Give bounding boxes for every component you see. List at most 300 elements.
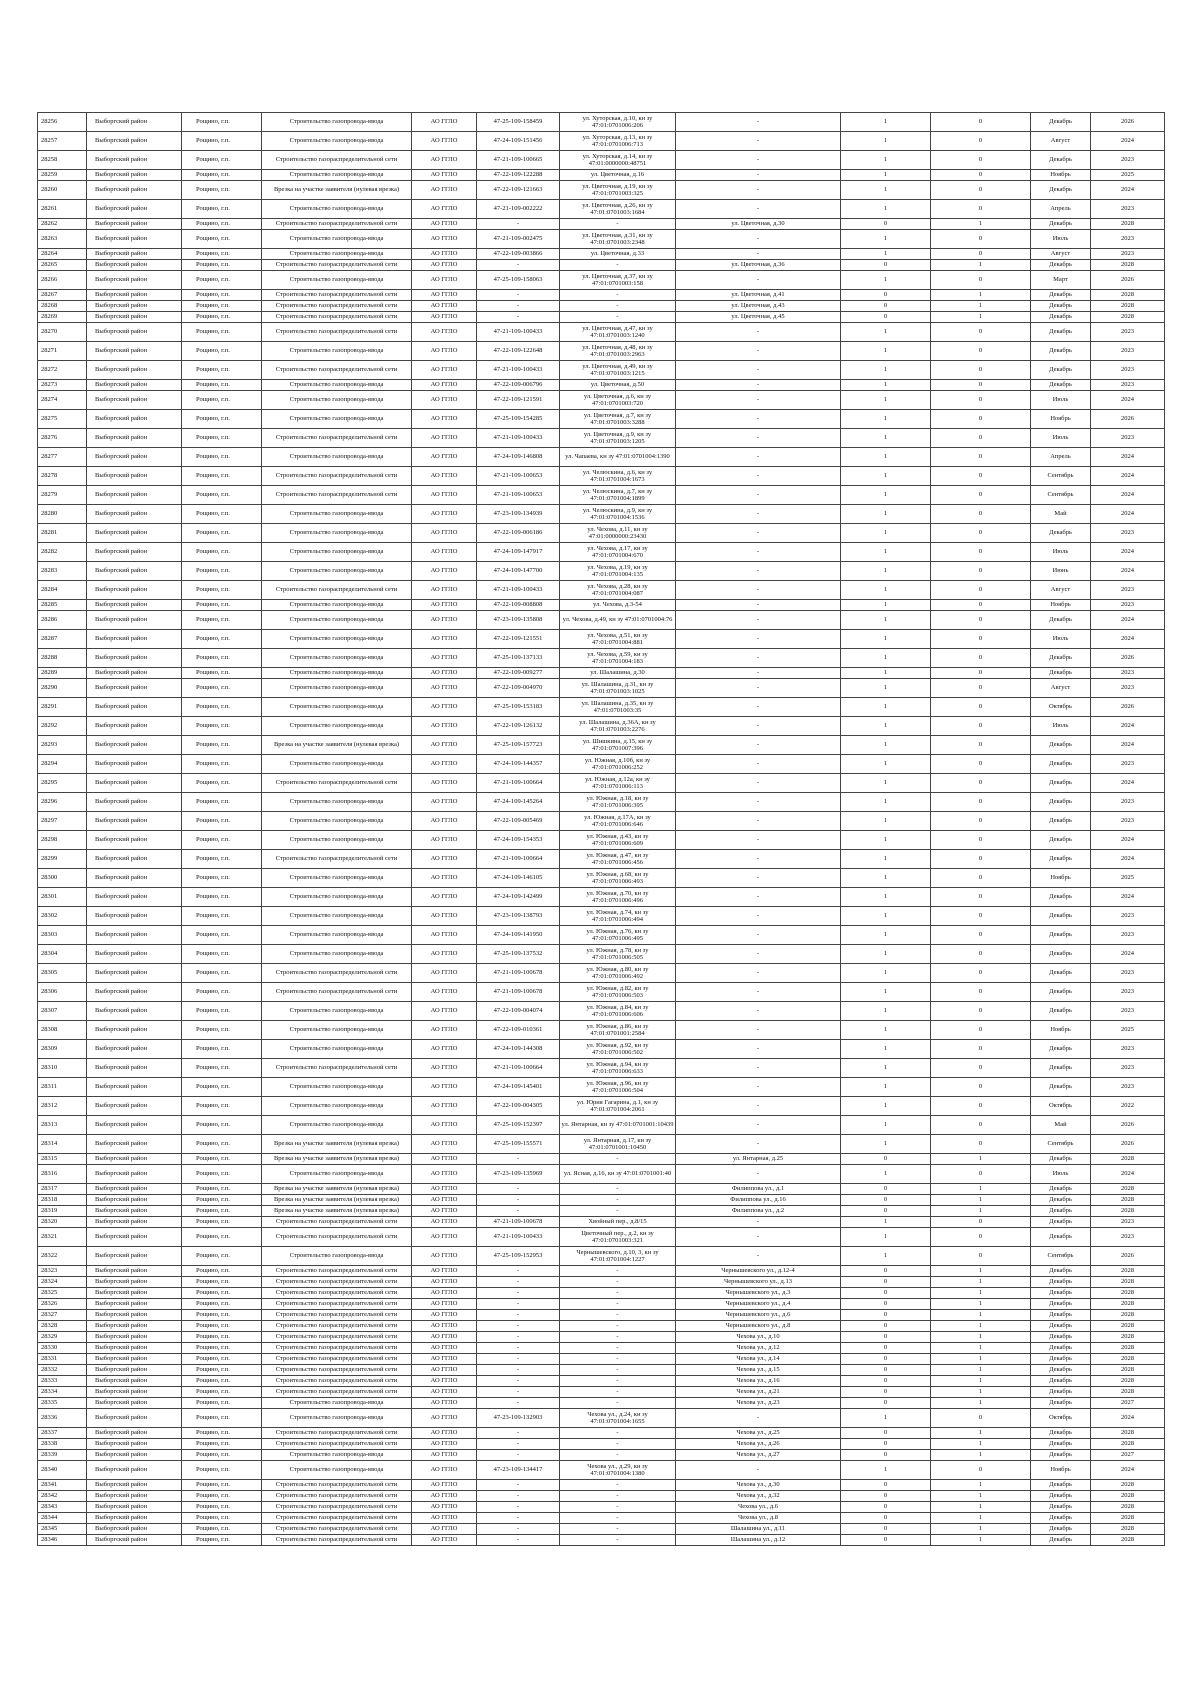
cell-organization: АО ГГЛО — [412, 467, 477, 486]
cell-work-type: Строительство газопровода-ввода — [262, 1097, 412, 1116]
cell-settlement: Рощино, г.п. — [182, 774, 262, 793]
cell-count-a: 1 — [841, 1116, 931, 1135]
cell-work-type: Строительство газораспределительной сети — [262, 1387, 412, 1398]
cell-district: Выборгский район — [87, 562, 182, 581]
cell-organization: АО ГГЛО — [412, 630, 477, 649]
cell-street-address: - — [676, 1116, 841, 1135]
cell-count-b: 0 — [931, 342, 1031, 361]
cell-count-a: 0 — [841, 1299, 931, 1310]
table-body — [38, 113, 1165, 1546]
cell-settlement: Рощино, г.п. — [182, 361, 262, 380]
cell-address: - — [560, 1428, 676, 1439]
cell-month: Июль — [1031, 717, 1091, 736]
cell-count-a: 1 — [841, 611, 931, 630]
cell-application-code: 47-24-109-144357 — [477, 755, 560, 774]
cell-application-code: 47-24-109-146105 — [477, 869, 560, 888]
cell-month: Август — [1031, 679, 1091, 698]
cell-district: Выборгский район — [87, 342, 182, 361]
cell-settlement: Рощино, г.п. — [182, 448, 262, 467]
cell-district: Выборгский район — [87, 429, 182, 448]
cell-organization: АО ГГЛО — [412, 1480, 477, 1491]
cell-settlement: Рощино, г.п. — [182, 812, 262, 831]
cell-month: Декабрь — [1031, 301, 1091, 312]
cell-month: Декабрь — [1031, 1332, 1091, 1343]
cell-count-b: 0 — [931, 698, 1031, 717]
cell-settlement: Рощино, г.п. — [182, 1365, 262, 1376]
cell-count-a: 1 — [841, 717, 931, 736]
cell-address: - — [560, 312, 676, 323]
cell-number: 28312 — [38, 1097, 87, 1116]
cell-settlement: Рощино, г.п. — [182, 113, 262, 132]
table-row — [38, 1354, 1165, 1365]
cell-street-address: - — [676, 543, 841, 562]
cell-organization: АО ГГЛО — [412, 1343, 477, 1354]
cell-month: Декабрь — [1031, 290, 1091, 301]
cell-work-type: Строительство газораспределительной сети — [262, 983, 412, 1002]
cell-organization: АО ГГЛО — [412, 342, 477, 361]
table-row — [38, 1184, 1165, 1195]
cell-district: Выборгский район — [87, 1002, 182, 1021]
table-row — [38, 964, 1165, 983]
cell-application-code: 47-21-109-100433 — [477, 361, 560, 380]
cell-address: ул. Южная, д.18, кн зу 47:01:0701006:395 — [560, 793, 676, 812]
cell-number: 28344 — [38, 1513, 87, 1524]
cell-application-code: 47-22-109-005469 — [477, 812, 560, 831]
table-row — [38, 926, 1165, 945]
cell-address: ул. Южная, д.82, кн зу 47:01:0701006:503 — [560, 983, 676, 1002]
cell-work-type: Врезка на участке заявителя (нулевая врезка) — [262, 736, 412, 755]
cell-month: Июль — [1031, 543, 1091, 562]
cell-work-type: Строительство газопровода-ввода — [262, 132, 412, 151]
cell-application-code: - — [477, 1398, 560, 1409]
cell-organization: АО ГГЛО — [412, 1450, 477, 1461]
cell-organization: АО ГГЛО — [412, 1002, 477, 1021]
cell-month: Декабрь — [1031, 831, 1091, 850]
cell-count-b: 0 — [931, 611, 1031, 630]
cell-application-code: - — [477, 1266, 560, 1277]
cell-work-type: Строительство газораспределительной сети — [262, 1321, 412, 1332]
cell-street-address: - — [676, 1409, 841, 1428]
cell-district: Выборгский район — [87, 486, 182, 505]
cell-work-type: Строительство газопровода-ввода — [262, 1450, 412, 1461]
cell-district: Выборгский район — [87, 630, 182, 649]
cell-number: 28299 — [38, 850, 87, 869]
cell-street-address: - — [676, 630, 841, 649]
cell-count-b: 1 — [931, 1439, 1031, 1450]
cell-number: 28302 — [38, 907, 87, 926]
cell-year: 2028 — [1091, 1354, 1165, 1365]
cell-organization: АО ГГЛО — [412, 1217, 477, 1228]
cell-application-code: - — [477, 1524, 560, 1535]
table-row — [38, 1266, 1165, 1277]
cell-work-type: Строительство газопровода-ввода — [262, 679, 412, 698]
cell-settlement: Рощино, г.п. — [182, 249, 262, 260]
cell-application-code: 47-25-109-153183 — [477, 698, 560, 717]
cell-organization: АО ГГЛО — [412, 181, 477, 200]
cell-application-code: 47-22-109-006796 — [477, 380, 560, 391]
cell-address: ул. Шалашина, д.30 — [560, 668, 676, 679]
cell-month: Декабрь — [1031, 1310, 1091, 1321]
cell-application-code: - — [477, 1332, 560, 1343]
table-row — [38, 1195, 1165, 1206]
cell-month: Март — [1031, 271, 1091, 290]
cell-address: - — [560, 1480, 676, 1491]
cell-count-a: 1 — [841, 1097, 931, 1116]
cell-address: ул. Южная, д.84, кн зу 47:01:0701006:606 — [560, 1002, 676, 1021]
cell-street-address: - — [676, 600, 841, 611]
cell-month: Декабрь — [1031, 1154, 1091, 1165]
table-row — [38, 717, 1165, 736]
cell-year: 2023 — [1091, 230, 1165, 249]
cell-street-address: Шалашина ул., д.12 — [676, 1535, 841, 1546]
cell-district: Выборгский район — [87, 1387, 182, 1398]
cell-street-address: - — [676, 698, 841, 717]
table-row — [38, 260, 1165, 271]
cell-district: Выборгский район — [87, 888, 182, 907]
table-row — [38, 1321, 1165, 1332]
cell-count-b: 0 — [931, 1461, 1031, 1480]
cell-year: 2024 — [1091, 486, 1165, 505]
cell-work-type: Строительство газопровода-ввода — [262, 755, 412, 774]
cell-application-code: - — [477, 1491, 560, 1502]
table-row — [38, 1154, 1165, 1165]
cell-number: 28330 — [38, 1343, 87, 1354]
cell-number: 28303 — [38, 926, 87, 945]
cell-count-a: 1 — [841, 200, 931, 219]
cell-month: Декабрь — [1031, 361, 1091, 380]
cell-settlement: Рощино, г.п. — [182, 312, 262, 323]
cell-count-b: 0 — [931, 132, 1031, 151]
cell-application-code: 47-24-109-145401 — [477, 1078, 560, 1097]
cell-application-code: - — [477, 1343, 560, 1354]
cell-settlement: Рощино, г.п. — [182, 945, 262, 964]
cell-application-code: 47-22-109-121663 — [477, 181, 560, 200]
cell-work-type: Строительство газопровода-ввода — [262, 600, 412, 611]
cell-count-b: 0 — [931, 524, 1031, 543]
cell-work-type: Строительство газораспределительной сети — [262, 151, 412, 170]
cell-month: Декабрь — [1031, 1059, 1091, 1078]
cell-settlement: Рощино, г.п. — [182, 831, 262, 850]
cell-street-address: - — [676, 869, 841, 888]
cell-application-code: 47-21-109-100433 — [477, 429, 560, 448]
cell-count-a: 1 — [841, 323, 931, 342]
cell-month: Декабрь — [1031, 219, 1091, 230]
cell-count-a: 1 — [841, 736, 931, 755]
table-row — [38, 361, 1165, 380]
cell-count-b: 0 — [931, 850, 1031, 869]
cell-month: Декабрь — [1031, 888, 1091, 907]
cell-settlement: Рощино, г.п. — [182, 1376, 262, 1387]
cell-address: ул. Цветочная, д.48, кн зу 47:01:0701003:2963 — [560, 342, 676, 361]
cell-count-b: 1 — [931, 1428, 1031, 1439]
cell-month: Декабрь — [1031, 181, 1091, 200]
cell-year: 2026 — [1091, 1247, 1165, 1266]
cell-count-a: 1 — [841, 926, 931, 945]
cell-address: - — [560, 1310, 676, 1321]
cell-application-code: 47-25-109-158459 — [477, 113, 560, 132]
cell-application-code: 47-24-109-154353 — [477, 831, 560, 850]
cell-year: 2023 — [1091, 249, 1165, 260]
cell-application-code: 47-21-109-100678 — [477, 983, 560, 1002]
table-row — [38, 1288, 1165, 1299]
cell-settlement: Рощино, г.п. — [182, 600, 262, 611]
cell-count-a: 1 — [841, 1078, 931, 1097]
cell-settlement: Рощино, г.п. — [182, 611, 262, 630]
cell-address: ул. Южная, д.12а, кн зу 47:01:0701006:113 — [560, 774, 676, 793]
cell-application-code: 47-23-109-134417 — [477, 1461, 560, 1480]
cell-year: 2028 — [1091, 1266, 1165, 1277]
cell-district: Выборгский район — [87, 1502, 182, 1513]
cell-organization: АО ГГЛО — [412, 1376, 477, 1387]
cell-year: 2023 — [1091, 907, 1165, 926]
cell-application-code: - — [477, 1376, 560, 1387]
cell-number: 28307 — [38, 1002, 87, 1021]
cell-district: Выборгский район — [87, 1165, 182, 1184]
cell-month: Декабрь — [1031, 1365, 1091, 1376]
cell-count-b: 0 — [931, 1078, 1031, 1097]
cell-application-code: 47-21-109-100433 — [477, 581, 560, 600]
cell-number: 28308 — [38, 1021, 87, 1040]
cell-application-code: 47-21-109-100664 — [477, 1059, 560, 1078]
cell-year: 2023 — [1091, 151, 1165, 170]
cell-district: Выборгский район — [87, 1266, 182, 1277]
cell-district: Выборгский район — [87, 1398, 182, 1409]
cell-street-address: Чехова ул., д.26 — [676, 1439, 841, 1450]
cell-number: 28329 — [38, 1332, 87, 1343]
cell-work-type: Строительство газопровода-ввода — [262, 391, 412, 410]
cell-district: Выборгский район — [87, 1365, 182, 1376]
cell-address: ул. Чехова, д.19, кн зу 47:01:0701004:135 — [560, 562, 676, 581]
cell-application-code: 47-21-109-100664 — [477, 774, 560, 793]
cell-count-a: 0 — [841, 219, 931, 230]
table-row — [38, 698, 1165, 717]
cell-count-b: 0 — [931, 1217, 1031, 1228]
cell-count-b: 1 — [931, 1321, 1031, 1332]
cell-number: 28295 — [38, 774, 87, 793]
cell-count-b: 0 — [931, 1165, 1031, 1184]
cell-count-a: 1 — [841, 1217, 931, 1228]
cell-district: Выборгский район — [87, 1135, 182, 1154]
cell-organization: АО ГГЛО — [412, 380, 477, 391]
cell-street-address: Филиппова ул., д.1 — [676, 1184, 841, 1195]
cell-work-type: Строительство газораспределительной сети — [262, 1266, 412, 1277]
cell-application-code: - — [477, 1513, 560, 1524]
cell-count-a: 1 — [841, 1059, 931, 1078]
cell-address: ул. Южная, д.92, кн зу 47:01:0701006:502 — [560, 1040, 676, 1059]
cell-settlement: Рощино, г.п. — [182, 1078, 262, 1097]
cell-count-a: 1 — [841, 888, 931, 907]
cell-address: ул. Юрия Гагарина, д.1, кн зу 47:01:0701004:2061 — [560, 1097, 676, 1116]
cell-organization: АО ГГЛО — [412, 1398, 477, 1409]
cell-settlement: Рощино, г.п. — [182, 1184, 262, 1195]
cell-number: 28306 — [38, 983, 87, 1002]
cell-count-b: 1 — [931, 1365, 1031, 1376]
cell-organization: АО ГГЛО — [412, 888, 477, 907]
cell-settlement: Рощино, г.п. — [182, 926, 262, 945]
cell-month: Ноябрь — [1031, 1021, 1091, 1040]
cell-month: Декабрь — [1031, 1343, 1091, 1354]
cell-month: Декабрь — [1031, 260, 1091, 271]
cell-address: - — [560, 290, 676, 301]
cell-month: Декабрь — [1031, 1184, 1091, 1195]
cell-year: 2024 — [1091, 505, 1165, 524]
gasification-schedule-table — [37, 112, 1164, 1546]
cell-work-type: Строительство газораспределительной сети — [262, 1535, 412, 1546]
cell-number: 28322 — [38, 1247, 87, 1266]
cell-application-code: 47-22-109-010361 — [477, 1021, 560, 1040]
cell-number: 28334 — [38, 1387, 87, 1398]
cell-number: 28284 — [38, 581, 87, 600]
cell-number: 28258 — [38, 151, 87, 170]
cell-settlement: Рощино, г.п. — [182, 1409, 262, 1428]
cell-count-b: 0 — [931, 391, 1031, 410]
cell-count-b: 1 — [931, 312, 1031, 323]
cell-year: 2025 — [1091, 869, 1165, 888]
table-row — [38, 1247, 1165, 1266]
cell-month: Декабрь — [1031, 380, 1091, 391]
cell-count-a: 1 — [841, 230, 931, 249]
cell-organization: АО ГГЛО — [412, 964, 477, 983]
table-row — [38, 1299, 1165, 1310]
cell-settlement: Рощино, г.п. — [182, 1439, 262, 1450]
cell-settlement: Рощино, г.п. — [182, 1206, 262, 1217]
table-row — [38, 1387, 1165, 1398]
cell-year: 2024 — [1091, 543, 1165, 562]
cell-address: ул. Чехова, д.51, кн зу 47:01:0701004:881 — [560, 630, 676, 649]
cell-month: Июль — [1031, 630, 1091, 649]
cell-organization: АО ГГЛО — [412, 200, 477, 219]
cell-district: Выборгский район — [87, 1206, 182, 1217]
cell-count-a: 1 — [841, 907, 931, 926]
cell-count-a: 1 — [841, 1165, 931, 1184]
cell-year: 2028 — [1091, 1321, 1165, 1332]
cell-street-address: - — [676, 812, 841, 831]
table-row — [38, 271, 1165, 290]
cell-settlement: Рощино, г.п. — [182, 1266, 262, 1277]
cell-district: Выборгский район — [87, 983, 182, 1002]
cell-address: ул. Южная, д.70, кн зу 47:01:0701006:496 — [560, 888, 676, 907]
cell-organization: АО ГГЛО — [412, 1154, 477, 1165]
cell-year: 2028 — [1091, 1195, 1165, 1206]
cell-count-a: 0 — [841, 1206, 931, 1217]
cell-organization: АО ГГЛО — [412, 448, 477, 467]
cell-street-address: Чернышевского ул., д.8 — [676, 1321, 841, 1332]
cell-work-type: Строительство газораспределительной сети — [262, 964, 412, 983]
cell-number: 28318 — [38, 1195, 87, 1206]
cell-street-address: - — [676, 342, 841, 361]
cell-number: 28269 — [38, 312, 87, 323]
cell-count-a: 1 — [841, 448, 931, 467]
cell-count-a: 0 — [841, 1376, 931, 1387]
cell-organization: АО ГГЛО — [412, 113, 477, 132]
cell-application-code: - — [477, 260, 560, 271]
cell-count-a: 1 — [841, 1461, 931, 1480]
cell-organization: АО ГГЛО — [412, 755, 477, 774]
cell-settlement: Рощино, г.п. — [182, 1228, 262, 1247]
cell-settlement: Рощино, г.п. — [182, 907, 262, 926]
table-row — [38, 1277, 1165, 1288]
cell-number: 28296 — [38, 793, 87, 812]
cell-district: Выборгский район — [87, 581, 182, 600]
cell-organization: АО ГГЛО — [412, 600, 477, 611]
cell-application-code: - — [477, 1288, 560, 1299]
cell-application-code: 47-25-109-157723 — [477, 736, 560, 755]
cell-year: 2023 — [1091, 1059, 1165, 1078]
cell-street-address: ул. Цветочная, д.45 — [676, 312, 841, 323]
cell-year: 2027 — [1091, 1398, 1165, 1409]
cell-year: 2024 — [1091, 1461, 1165, 1480]
cell-count-b: 1 — [931, 290, 1031, 301]
table-row — [38, 1376, 1165, 1387]
cell-count-b: 0 — [931, 230, 1031, 249]
cell-settlement: Рощино, г.п. — [182, 467, 262, 486]
cell-number: 28270 — [38, 323, 87, 342]
table-row — [38, 505, 1165, 524]
cell-work-type: Строительство газораспределительной сети — [262, 1502, 412, 1513]
cell-count-a: 1 — [841, 486, 931, 505]
cell-year: 2028 — [1091, 1206, 1165, 1217]
cell-district: Выборгский район — [87, 200, 182, 219]
cell-organization: АО ГГЛО — [412, 1040, 477, 1059]
cell-work-type: Строительство газопровода-ввода — [262, 170, 412, 181]
cell-street-address: - — [676, 1021, 841, 1040]
cell-application-code: 47-22-109-121551 — [477, 630, 560, 649]
cell-street-address: Чернышевского ул., д.13 — [676, 1277, 841, 1288]
cell-number: 28321 — [38, 1228, 87, 1247]
cell-address: - — [560, 1332, 676, 1343]
cell-month: Ноябрь — [1031, 869, 1091, 888]
cell-application-code: - — [477, 1321, 560, 1332]
cell-count-b: 0 — [931, 1228, 1031, 1247]
cell-street-address: - — [676, 410, 841, 429]
cell-district: Выборгский район — [87, 290, 182, 301]
cell-address: ул. Чехова, д.17, кн зу 47:01:0701004:670 — [560, 543, 676, 562]
table-row — [38, 1409, 1165, 1428]
cell-address: ул. Чехова, д.28, кн зу 47:01:0701004:087 — [560, 581, 676, 600]
cell-street-address: - — [676, 649, 841, 668]
cell-year: 2023 — [1091, 429, 1165, 448]
cell-settlement: Рощино, г.п. — [182, 391, 262, 410]
cell-work-type: Строительство газопровода-ввода — [262, 448, 412, 467]
cell-district: Выборгский район — [87, 301, 182, 312]
cell-street-address: Чехова ул., д.16 — [676, 1376, 841, 1387]
cell-work-type: Строительство газораспределительной сети — [262, 1228, 412, 1247]
cell-district: Выборгский район — [87, 113, 182, 132]
cell-month: Декабрь — [1031, 1480, 1091, 1491]
cell-organization: АО ГГЛО — [412, 1439, 477, 1450]
cell-application-code: 47-22-109-004305 — [477, 1097, 560, 1116]
cell-month: Декабрь — [1031, 1524, 1091, 1535]
cell-application-code: 47-24-109-144308 — [477, 1040, 560, 1059]
cell-work-type: Врезка на участке заявителя (нулевая врезка) — [262, 1206, 412, 1217]
cell-district: Выборгский район — [87, 1428, 182, 1439]
cell-count-b: 0 — [931, 1059, 1031, 1078]
cell-street-address: - — [676, 1461, 841, 1480]
cell-address: ул. Чехова, д.49, кн зу 47:01:0701004:76 — [560, 611, 676, 630]
cell-organization: АО ГГЛО — [412, 1097, 477, 1116]
cell-application-code: 47-23-109-135808 — [477, 611, 560, 630]
cell-work-type: Строительство газораспределительной сети — [262, 1059, 412, 1078]
cell-application-code: 47-21-109-100653 — [477, 486, 560, 505]
cell-address: - — [560, 1354, 676, 1365]
cell-application-code: 47-25-109-137532 — [477, 945, 560, 964]
cell-application-code: 47-23-109-132903 — [477, 1409, 560, 1428]
cell-district: Выборгский район — [87, 170, 182, 181]
cell-district: Выборгский район — [87, 505, 182, 524]
cell-number: 28339 — [38, 1450, 87, 1461]
cell-application-code: 47-24-109-146808 — [477, 448, 560, 467]
cell-count-b: 0 — [931, 543, 1031, 562]
